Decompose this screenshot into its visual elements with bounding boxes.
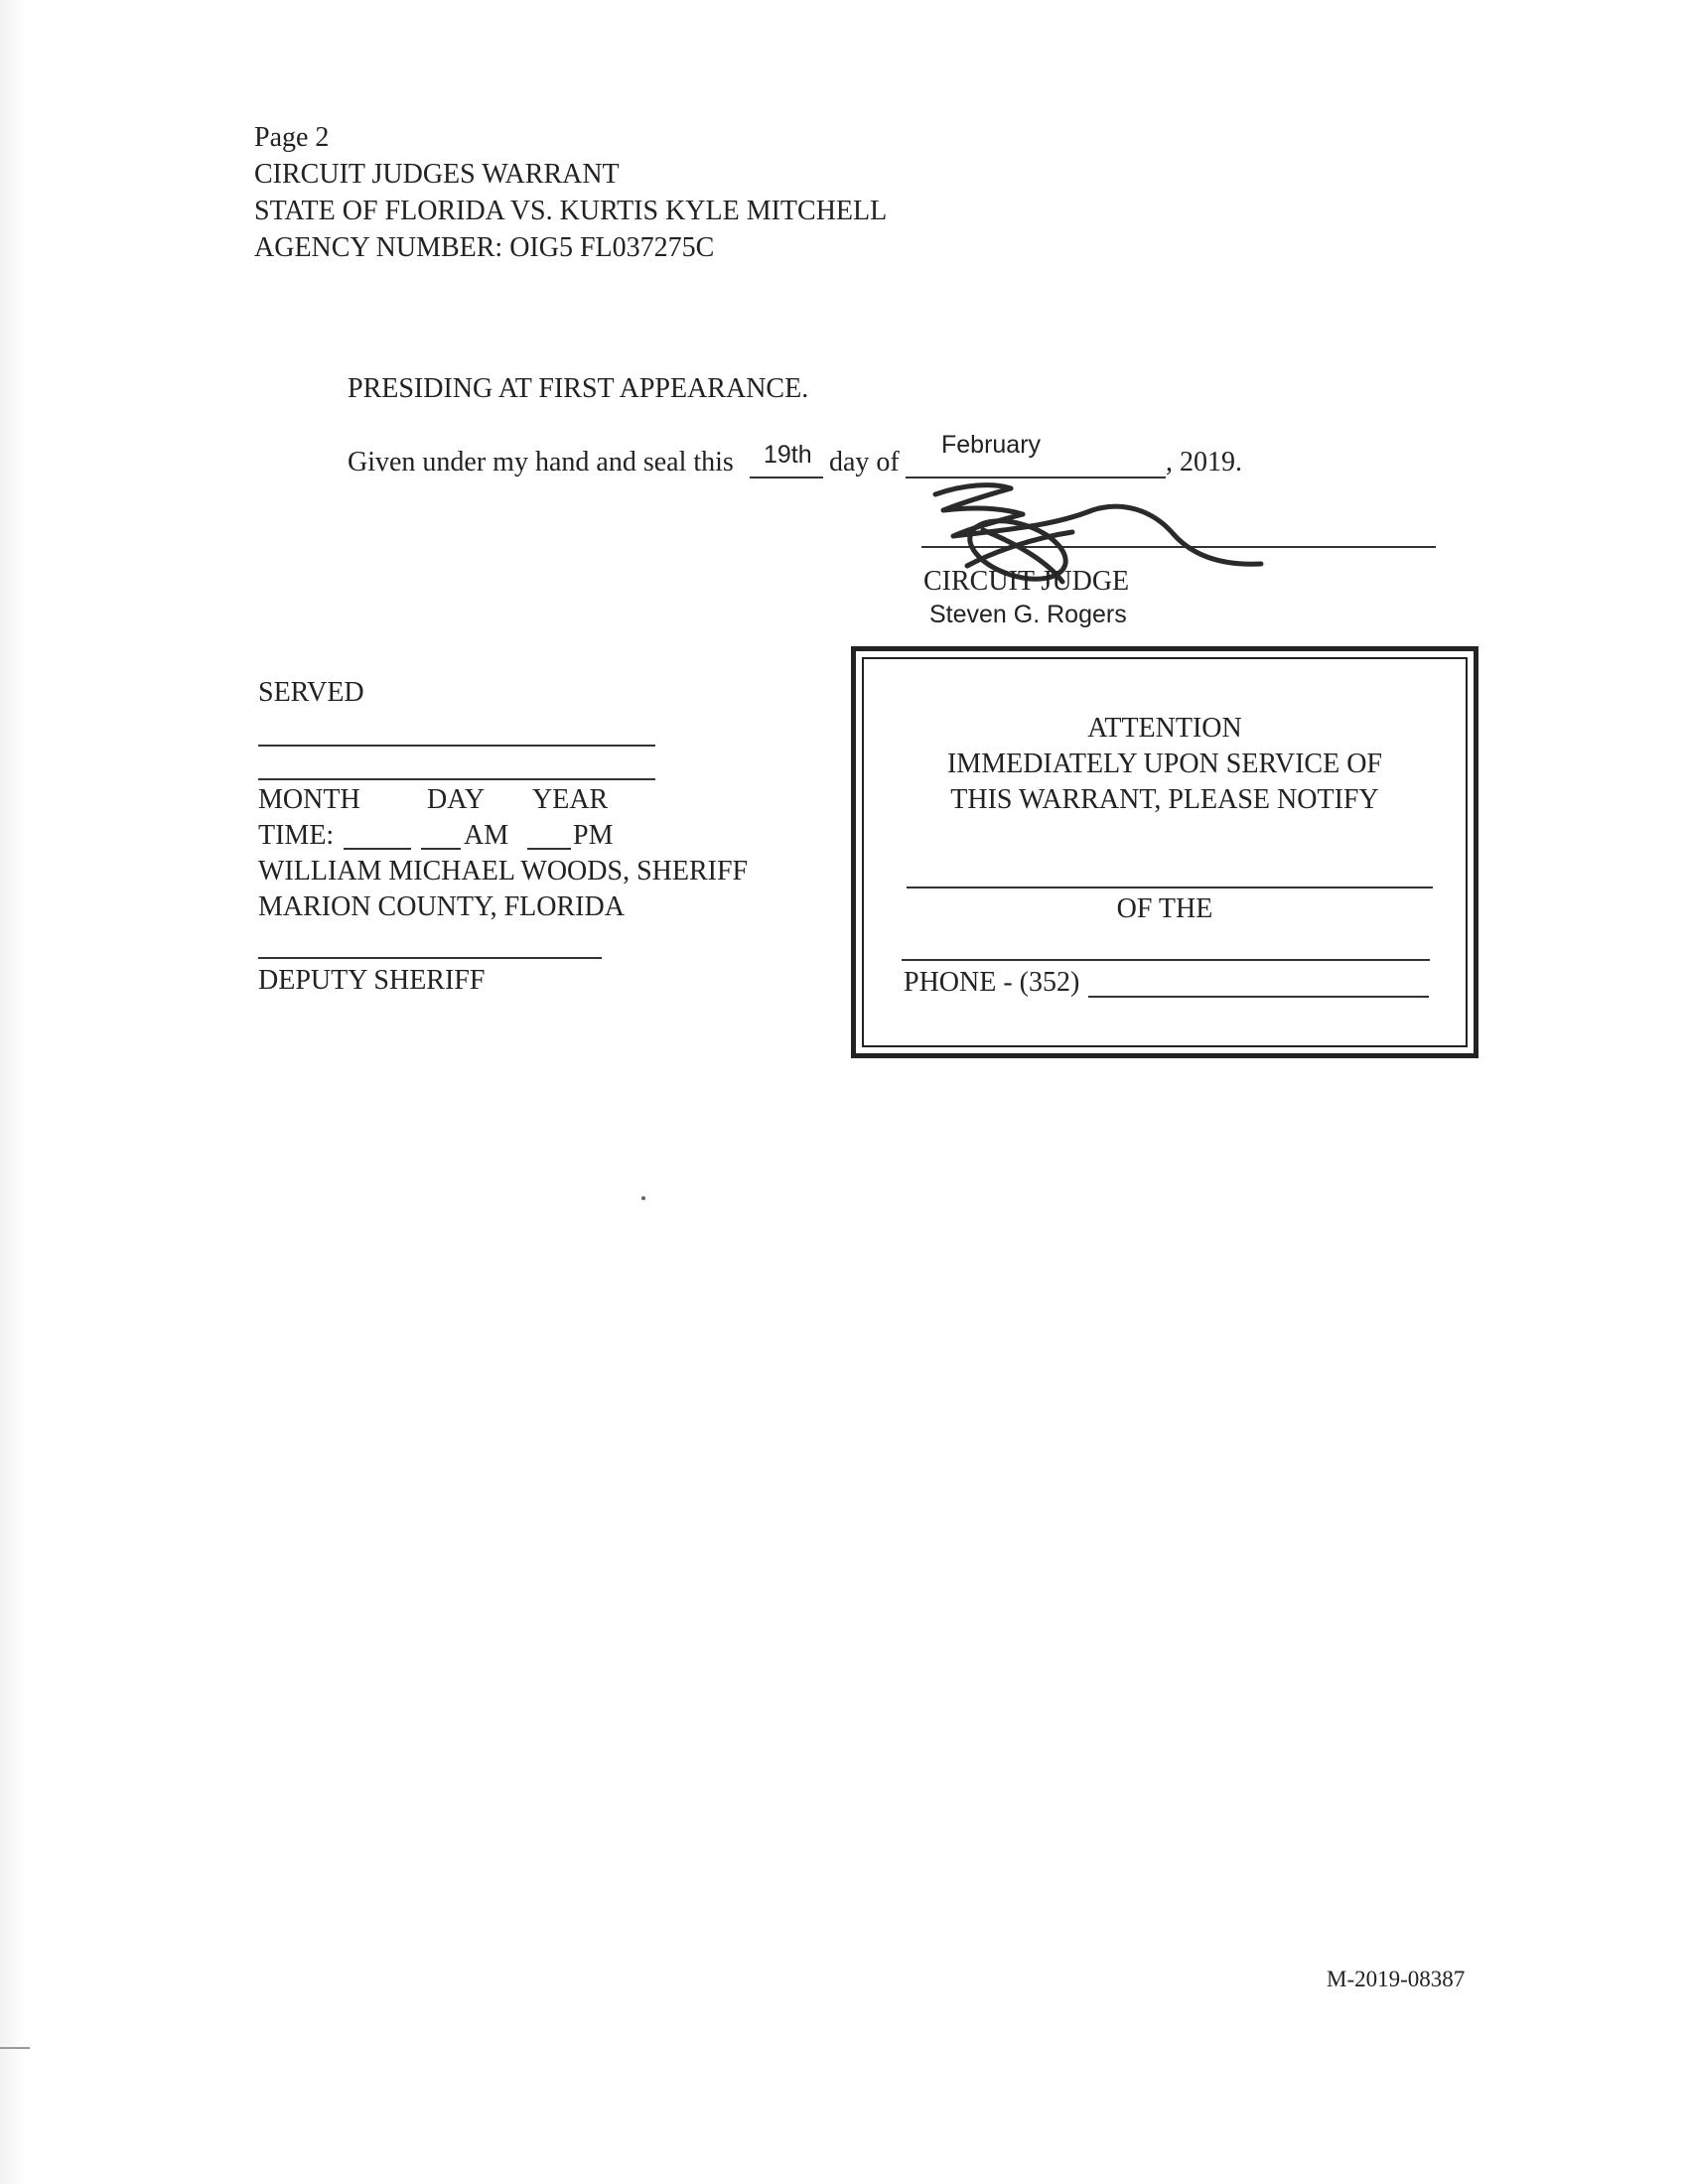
- time-pm-blank: [527, 848, 571, 850]
- served-line-1: [258, 745, 655, 747]
- sheriff-name: WILLIAM MICHAEL WOODS, SHERIFF: [258, 856, 749, 887]
- month-value: February: [941, 431, 1042, 459]
- sheriff-county: MARION COUNTY, FLORIDA: [258, 891, 625, 922]
- attention-line-1: IMMEDIATELY UPON SERVICE OF: [946, 749, 1383, 779]
- scan-edge-mark: [0, 2047, 30, 2049]
- scan-edge: [0, 0, 26, 2184]
- presiding-statement: PRESIDING AT FIRST APPEARANCE.: [348, 373, 809, 404]
- day-of-label: day of: [829, 447, 900, 478]
- phone-number-line: [1088, 996, 1429, 998]
- judge-title: CIRCUIT JUDGE: [923, 566, 1130, 597]
- page-number: Page 2: [254, 122, 330, 153]
- served-line-2: [258, 778, 655, 780]
- deputy-signature-line: [258, 957, 602, 959]
- of-the-label: OF THE: [1116, 893, 1213, 924]
- year-suffix: , 2019.: [1166, 447, 1242, 478]
- served-pm-label: PM: [573, 820, 614, 851]
- time-minute-blank: [421, 848, 461, 850]
- served-am-label: AM: [464, 820, 509, 851]
- attention-heading: ATTENTION: [1087, 713, 1242, 744]
- time-hour-blank: [344, 848, 411, 850]
- given-prefix: Given under my hand and seal this: [348, 447, 734, 478]
- phone-label: PHONE - (352): [904, 967, 1080, 998]
- judge-name: Steven G. Rogers: [929, 601, 1127, 628]
- served-month-label: MONTH: [258, 784, 360, 815]
- deputy-sheriff-label: DEPUTY SHERIFF: [258, 965, 486, 996]
- scan-speck: [641, 1196, 645, 1200]
- case-caption: STATE OF FLORIDA VS. KURTIS KYLE MITCHELL: [254, 196, 888, 226]
- attention-line-2: THIS WARRANT, PLEASE NOTIFY: [950, 784, 1379, 815]
- served-year-label: YEAR: [532, 784, 609, 815]
- notify-agency-line: [907, 887, 1433, 888]
- agency-number: AGENCY NUMBER: OIG5 FL037275C: [254, 232, 715, 263]
- day-blank: [750, 477, 823, 478]
- document-number: M-2019-08387: [1327, 1967, 1466, 1991]
- document-title: CIRCUIT JUDGES WARRANT: [254, 159, 620, 190]
- served-label: SERVED: [258, 677, 364, 708]
- day-value: 19th: [764, 441, 812, 469]
- agency-name-line: [902, 959, 1430, 961]
- served-time-label: TIME:: [258, 820, 335, 851]
- served-day-label: DAY: [427, 784, 486, 815]
